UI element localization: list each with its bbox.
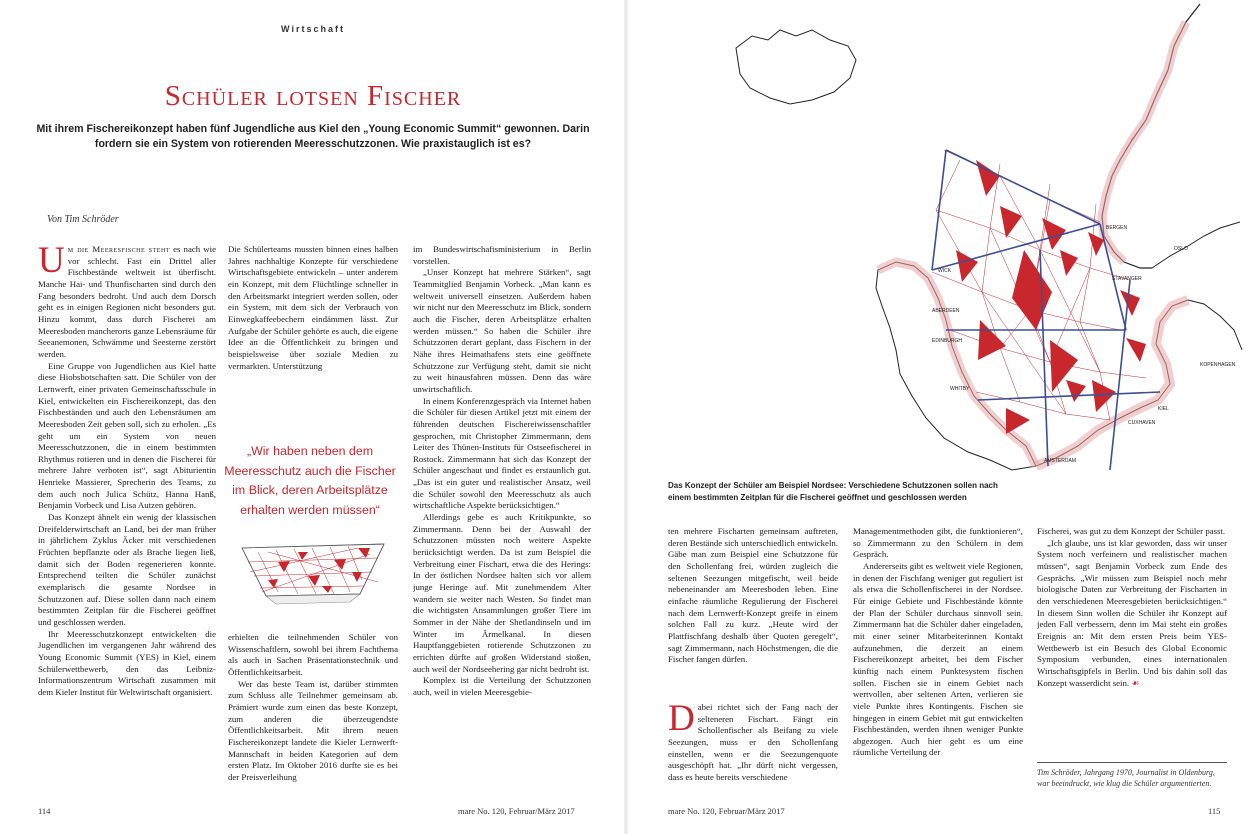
article-lead: Mit ihrem Fischereikonzept haben fünf Jugendliche aus Kiel den „Young Economic Summit“ gewonnen. Darin fordern sie ein System von rotierenden Meeresschutzzonen. Wie praxistauglich ist es? [36,123,590,150]
left-column-3 [413,244,591,811]
article-title: Schüler lotsen Fischer [164,80,462,112]
right-column-1-top [668,526,838,696]
byline: Von Tim Schröder [47,214,119,225]
paragraph: Fischerei, was gut zu dem Konzept der Schüler passt. [1037,526,1226,536]
page-number-left: 114 [38,806,51,816]
pull-quote-text: Wir haben neben dem Meeresschutz auch die Fischer im Blick, deren Arbeitsplätze erhalten werden müssen [224,444,396,517]
end-mark-icon: ☙ [1131,677,1140,688]
drop-cap: D [668,702,695,739]
map-label-kiel: KIEL [1158,406,1169,412]
paragraph-text: abei richtet sich der Fang nach der selteneren Fischart. Fängt ein Schollenfischer als Beifang zu viele Seezungen, muss er den Schollenfang einstellen, wenn er die Seezungenquote ausgeschöpft hat. „Ihr dürft nicht vergessen, dass es heute bereits verschiedene [668,702,838,782]
paragraph: Wer das beste Team ist, darüber stimmten zum Schluss alle Teilnehmer gemeinsam ab. Prämiert wurde zum einen das beste Konzept, zum anderen die überzeugendste Öffentlichkeitsarbeit. Mit ihrem neuen Fischereikonzept landete die Kieler Lernwerft-Mannschaft in beiden Kategorien auf dem ersten Platz. Im Oktober 2016 durfte sie es bei der Preisverleihung [228,678,398,782]
paragraph-text: es nach wie vor schlecht. Fast ein Drittel aller Fischbestände weltweit ist überfischt. Manche Hai- und Thunfischarten sind durch den Fang besonders bedroht. Und auch dem Dorsch geht es in einigen Regionen nicht besonders gut. Hinzu kommt, dass durch Fischerei am Meeresboden mancherorts ganze Lebensräume für Seeanemonen, Schwämme und Seesterne zerstört werden. [38,244,216,359]
paragraph: Andererseits gibt es weltweit viele Regionen, in denen der Fischfang weniger gut reguliert ist als etwa die Schollenfischerei in der Nordsee. Für einige Gebiete und Fischbestände könnte der Plan der Schüler durchaus sinnvoll sein. Zimmermann hat die Schüler daher eingeladen, mit einer seiner Mitarbeiterinnen Kontakt aufzunehmen, die derzeit an einem Fischereikonzept arbeitet, bei dem Fischer künftig nach einem Punktesystem fischen sollen. Fischen sie in einem Gebiet nach wertvollen, aber seltenen Arten, verlieren sie viele Punkte ihres Kontingents. Fischen sie hingegen in einem Gebiet mit gut entwickelten Fischbeständen, werden ihnen weniger Punkte abgezogen. Auch hier geht es um eine räumliche Verteilung der [853,560,1023,758]
paragraph: Eine Gruppe von Jugendlichen aus Kiel hatte diese Hiobsbotschaften satt. Die Schüler von der Lernwerft, einer privaten Gemeinschaftsschule in Kiel, entwickelten ein Fischereikonzept, das den Fischbeständen und auch den Lebensräumen am Meeresboden Zeit geben soll, sich zu erholen. „Es geht um ein System von neuen Meeresschutzzonen, die in einem bestimmten Rhythmus rotieren und in denen die Fischerei für mehrere Jahre verboten ist“, sagt Abiturientin Henrieke Massierer, Sprecherin des Teams, zu dem auch noch Julica Schütz, Hanna Hanß, Benjamin Vorbeck und Lisa Autzen gehören. [38,360,216,511]
author-bio: Tim Schröder, Jahrgang 1970, Journalist in Oldenburg, war beeindruckt, wie klug die Schüler argumentierten. [1037,768,1215,788]
map-label-amsterdam: AMSTERDAM [1044,458,1076,464]
paragraph: erhielten die teilnehmenden Schüler von Wissenschaftlern, sowohl bei ihrem Fachthema als auch in Sachen Präsentationstechnik und Öffentlichkeitsarbeit. [228,632,398,677]
paragraph: Managementmethoden gibt, die funktionieren“, so Zimmermann zu den Schülern in dem Gespräch. [853,526,1023,560]
map-label-stavanger: STAVANGER [1112,276,1142,282]
pull-quote [224,442,396,520]
folio-magazine-left: mare No. 120, Februar/März 2017 [458,806,575,816]
paragraph-text: „Ich glaube, uns ist klar geworden, dass wir unser System noch verfeinern und realistischer machen müssen“, sagt Benjamin Vorbeck zum Ende des Gesprächs. „Wir müssen zum Beispiel noch mehr biologische Daten zur Verbreitung der Fischarten in den verschiedenen Meeresgebieten berücksichtigen.“ In diesem Sinn wollen die Schüler ihr Konzept auf jeden Fall verbessern, denn im Mai steht ein großes Ereignis an: Mit dem ersten Preis beim YES-Wettbewerb ist ein Besuch des Global Economic Symposium verbunden, eines internationalen Wirtschaftsgipfels in Berlin. Und bis dahin soll das Konzept wasserdicht sein. [1037,537,1227,688]
quote-close-mark: “ [375,502,380,517]
left-column-1 [38,244,216,811]
drop-cap: U [38,244,65,281]
paragraph [1037,538,1227,690]
right-column-1-bottom [668,702,838,812]
page-gutter [624,0,628,834]
left-column-2-top [228,244,398,404]
paragraph: Allerdings gebe es auch Kritikpunkte, so Zimmermann. Denn bei der Auswahl der Schutzzonen müssten noch weitere Aspekte berücksichtigt werden. Da ist zum Beispiel die Verbreitung einer Fischart, etwa die des Herings: In der östlichen Nordsee halten sich vor allem junge Heringe auf. Mit zunehmendem Alter wandern sie weiter nach Westen. So findet man die wichtigsten Ansammlungen großer Tiere im Sommer in der Nähe der Shetlandinseln und im Winter im Ärmelkanal. In diesen Hauptfanggebieten rotierende Schutzzonen zu errichten dürfte auf großen Widerstand stoßen, auch weil der Nordseehering gar nicht bedroht ist. [413,512,591,674]
map-label-wick: WICK [938,268,952,274]
map-label-bergen: BERGEN [1106,225,1128,231]
folio-magazine-right: mare No. 120, Februar/März 2017 [668,806,785,816]
paragraph [38,244,216,361]
map-label-cuxhaven: CUXHAVEN [1128,420,1156,426]
paragraph: Die Schülerteams mussten binnen eines halben Jahres nachhaltige Konzepte für verschiedene Wirtschaftsgebiete entwickeln – unter anderem ein Konzept, mit dem Flüchtlinge schneller in den Arbeitsmarkt integriert werden sollen, oder ein System, mit dem sich der Verbrauch von Einwegkaffeebechern eindämmen lässt. Zur Aufgabe der Schüler gehörte es auch, die eigene Idee an die Öffentlichkeit zu bringen und beispielsweise über soziale Medien zu vermarkten. Unterstützung [228,244,398,371]
quote-open-mark: „ [246,444,252,458]
lead-in: m die Meeresfische steht [67,244,170,254]
map-label-aberdeen: ABERDEEN [932,308,960,314]
bio-divider [1037,762,1227,763]
map-label-edinburgh: EDINBURGH [932,338,963,344]
paragraph: Komplex ist die Verteilung der Schutzzonen auch, weil in vielen Meeresgebie- [413,675,591,697]
right-column-3 [1037,526,1227,758]
right-column-2 [853,526,1023,812]
paragraph: „Unser Konzept hat mehrere Stärken“, sagt Teammitglied Benjamin Vorbeck. „Man kann es weltweit universell einsetzen. Außerdem haben wir nicht nur den Meeresschutz im Blick, sondern auch die Fischer, deren Arbeitsplätze erhalten werden müssen.“ So haben die Schüler ihre Schutzzonen derart geplant, dass Fischern in der Nähe ihres Heimathafens stets eine geöffnete Schutzzone zur Verfügung steht, damit sie nicht zu weit hinausfahren müssen. Denn das wäre unwirtschaftlich. [413,267,591,394]
paragraph: Das Konzept ähnelt ein wenig der klassischen Dreifelderwirtschaft an Land, bei der man früher in jährlichem Zyklus Äcker mit verschiedenen Früchten bepflanzte oder als Brache liegen ließ, damit sich der Boden regenerieren konnte. Entsprechend teilten die Schüler zunächst exemplarisch die gesamte Nordsee in Schutzzonen auf. Diese sollen dann nach einem bestimmten Zeitplan für die Fischerei geöffnet und geschlossen werden. [38,512,216,627]
paragraph [668,702,838,784]
map-label-kopenhagen: KOPENHAGEN [1200,362,1236,368]
paper-boat-illustration [238,532,388,612]
paragraph: In einem Konferenzgespräch via Internet haben die Schüler für diesen Artikel jetzt mit einem der führenden deutschen Fischereiwissenschaftler gesprochen, mit Christopher Zimmermann, dem Leiter des Thünen-Instituts für Ostseefischerei in Rostock. Zimmermann hat sich das Konzept der Schüler angeschaut und findet es erstaunlich gut. „Das ist ein guter und realistischer Ansatz, weil die Schüler sowohl den Meeresschutz als auch wirtschaftliche Aspekte berücksichtigen.“ [413,395,591,511]
left-column-2-bottom [228,632,398,812]
section-label: Wirtschaft [281,24,345,34]
paragraph: Ihr Meeresschutzkonzept entwickelten die Jugendlichen im vergangenen Jahr während des Young Economic Summit (YES) in Kiel, einem Schülerwettbewerb, den das Leibniz-Informationszentrum Wirtschaft zusammen mit dem Kieler Institut für Weltwirtschaft organisiert. [38,628,216,697]
paragraph: ten mehrere Fischarten gemeinsam auftreten, deren Bestände sich unterschiedlich entwickeln. Gäbe man zum Beispiel eine Schutzzone für den Schollenfang frei, würden zugleich die seltenen Seezungen mitgefischt, weil beide nebeneinander am Meeresboden leben. Eine einfache räumliche Regulierung der Fischerei nach dem Lernwerft-Konzept greife in einem solchen Fall zu kurz. „Heute wird der Plattfischfang deshalb über Quoten geregelt“, sagt Zimmermann, nach Höchstmengen, die die Fischer fangen dürfen. [668,526,838,665]
map-caption: Das Konzept der Schüler am Beispiel Nordsee: Verschiedene Schutzzonen sollen nach einem bestimmten Zeitplan für die Fischerei geöffnet und geschlossen werden [668,481,998,502]
page-number-right: 115 [1208,806,1221,816]
north-sea-map [700,0,1245,475]
paragraph: im Bundeswirtschaftsministerium in Berlin vorstellen. [413,244,591,266]
map-label-oslo: OSLO [1174,246,1188,252]
map-label-whitby: WHITBY [950,386,970,392]
